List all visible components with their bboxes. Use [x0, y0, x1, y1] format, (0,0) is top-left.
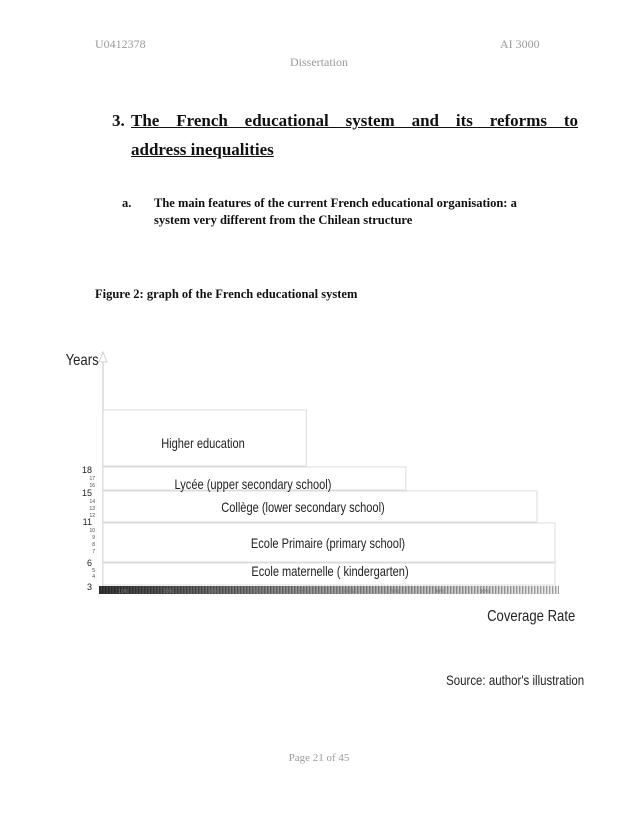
x-tick-label: 10%	[118, 589, 129, 595]
y-tick-label: 10	[89, 528, 95, 534]
y-tick-label: 7	[92, 549, 95, 555]
subsection-letter: a.	[122, 196, 132, 210]
level-label: Higher education	[161, 435, 245, 452]
y-tick-label: 6	[86, 558, 92, 568]
y-tick-label: 13	[89, 506, 95, 512]
y-tick-label: 18	[81, 465, 92, 475]
x-tick-label: 70%	[389, 589, 400, 595]
x-tick-label: 20%	[163, 589, 174, 595]
x-tick-label: 60%	[344, 589, 355, 595]
y-tick-label: 5	[92, 568, 95, 574]
y-tick-label: 4	[92, 574, 95, 580]
section-title-line1: The French educational system and its reforms to	[131, 111, 578, 130]
x-tick-label: 40%	[253, 589, 264, 595]
y-tick-label: 15	[81, 488, 92, 498]
y-tick-label: 14	[89, 499, 95, 505]
x-tick-label: 30%	[208, 589, 219, 595]
y-tick-label: 16	[89, 483, 95, 489]
section-number: 3.	[112, 111, 125, 130]
y-tick-label: 11	[82, 517, 92, 527]
y-axis-arrow-icon	[99, 352, 107, 362]
header-student-id: U0412378	[95, 37, 146, 51]
header-course-code: AI 3000	[500, 37, 540, 51]
figure-caption: Figure 2: graph of the French educational system	[95, 287, 358, 301]
level-label: Ecole maternelle ( kindergarten)	[251, 563, 409, 580]
y-axis-label: Years	[65, 351, 99, 370]
x-tick-label: 90%	[479, 589, 490, 595]
subsection-title: The main features of the current French educational organisation: a system very different from the Chilean structure	[154, 196, 517, 227]
source-note: Source: author's illustration	[446, 671, 585, 689]
y-tick-label: 8	[92, 542, 95, 548]
x-axis-label: Coverage Rate	[487, 607, 576, 626]
x-tick-label: 80%	[434, 589, 445, 595]
y-tick-label: 17	[89, 476, 95, 482]
level-label: Ecole Primaire (primary school)	[250, 535, 406, 552]
y-tick-label: 3	[86, 582, 92, 592]
level-label: Collège (lower secondary school)	[221, 499, 385, 516]
page-number: Page 21 of 45	[288, 752, 350, 764]
y-tick-label: 12	[89, 513, 95, 519]
y-tick-label: 9	[92, 535, 95, 541]
x-tick-label: 50%	[299, 589, 310, 595]
header-doc-type: Dissertation	[290, 55, 348, 69]
level-label: Lycée (upper secondary school)	[174, 476, 332, 493]
section-title-line2: address inequalities	[131, 140, 274, 159]
